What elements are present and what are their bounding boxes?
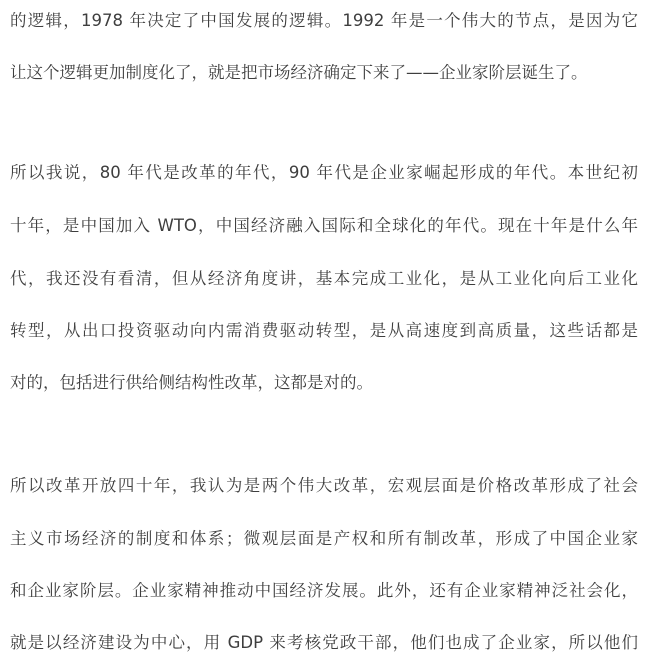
text-line: 的逻辑，1978 年决定了中国发展的逻辑。1992 年是一个伟大的节点，是因为它 — [10, 11, 638, 30]
text-line: 代，我还没有看清，但从经济角度讲，基本完成工业化，是从工业化向后工业化 — [10, 269, 638, 288]
text-line: 十年，是中国加入 WTO，中国经济融入国际和全球化的年代。现在十年是什么年 — [10, 216, 638, 235]
text-line: 所以改革开放四十年，我认为是两个伟大改革，宏观层面是价格改革形成了社会 — [10, 476, 638, 495]
text-line: 所以我说，80 年代是改革的年代，90 年代是企业家崛起形成的年代。本世纪初 — [10, 163, 638, 182]
text-line: 就是以经济建设为中心，用 GDP 来考核党政干部，他们也成了企业家，所以他们 — [10, 633, 638, 652]
text-line: 对的，包括进行供给侧结构性改革，这都是对的。 — [10, 373, 373, 392]
text-line: 主义市场经济的制度和体系；微观层面是产权和所有制改革，形成了中国企业家 — [10, 529, 638, 548]
text-line: 让这个逻辑更加制度化了，就是把市场经济确定下来了——企业家阶层诞生了。 — [10, 63, 588, 82]
text-line: 和企业家阶层。企业家精神推动中国经济发展。此外，还有企业家精神泛社会化， — [10, 581, 638, 600]
text-line: 转型，从出口投资驱动向内需消费驱动转型，是从高速度到高质量，这些话都是 — [10, 321, 638, 340]
